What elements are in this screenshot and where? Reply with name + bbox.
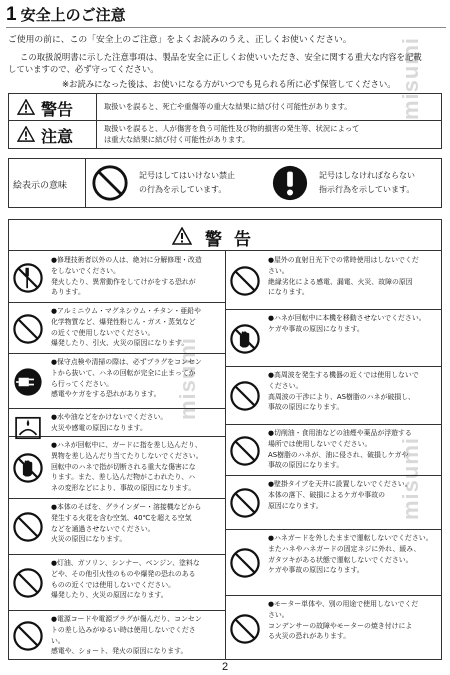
prohibited-icon: [228, 546, 262, 580]
warning-item-text: [268, 479, 439, 511]
warning-item-text: [268, 599, 439, 642]
signal-word-table: [8, 93, 442, 149]
warning-line: 本体の落下、破損によるケガや事故の: [268, 490, 386, 499]
watermark: misumi: [398, 436, 423, 520]
section-number: 1: [6, 4, 17, 25]
prohibited-icon: [91, 164, 129, 202]
warning-line: をしないでください。: [51, 266, 120, 275]
warning-line: ●本体のそばを、グラインダー・溶接機などから: [51, 503, 202, 511]
warning-item: [9, 499, 225, 555]
warning-line: ●ハネが回転中に、ガードに指を差し込んだり、: [51, 441, 202, 449]
no-hand-icon: [11, 451, 45, 485]
warning-definition: 取扱いを誤ると、死亡や重傷等の重大な結果に結び付く可能性があります。: [104, 102, 352, 111]
warning-line: などを通過させないでください。: [51, 524, 155, 533]
warning-line: ネの変形などにより、事故の原因になります。: [51, 484, 196, 493]
intro-line-2: この取扱説明書に示した注意事項は、製品を安全に正しくお使いいただき、安全に関する重大な内容を記載: [20, 52, 422, 62]
warning-item: [9, 437, 225, 499]
warning-line: トの差し込みがゆるい時は使用しないでくださ: [51, 625, 196, 634]
prohibited-icon: [228, 434, 262, 468]
warning-line: ●電源コードや電源プラグが傷んだり、コンセン: [51, 615, 202, 623]
warning-line: 発生する火花を含む空気、40℃を超える空気: [51, 513, 192, 522]
warning-line: AS樹脂のハネが、油に侵され、破損しケガや: [268, 450, 409, 459]
warning-line: ります。また、差し込んだ物がこわれたり、ハ: [51, 473, 196, 482]
warning-item: [9, 252, 225, 303]
warning-line: コンデンサーの故障やモーターの焼き付けによ: [268, 621, 413, 630]
warning-item: [226, 310, 441, 367]
mandatory-meaning-1: 記号はしなければならない: [319, 171, 415, 180]
warning-item: [226, 530, 441, 596]
warning-line: ●水や油などをかけないでください。: [51, 413, 168, 421]
watermark: misumi: [398, 36, 423, 120]
warning-line: さい。: [268, 266, 289, 275]
warning-line: 事故の原因になります。: [268, 461, 344, 470]
warning-section-header: [9, 220, 441, 251]
warning-item-text: [51, 502, 223, 545]
warning-line: ●保守点検や清掃の際は、必ずプラグをコンセン: [51, 358, 202, 366]
watermark: misumi: [175, 336, 200, 420]
warning-line: ●灯油、ガソリン、シンナー、ベンジン、塗料な: [51, 559, 200, 567]
warning-line: ら行ってください。: [51, 379, 114, 388]
warning-item: [9, 555, 225, 611]
prohibited-meaning-1: 記号はしてはいけない禁止: [139, 171, 235, 180]
warning-item-text: [268, 313, 439, 335]
warning-line: 火災や感電の原因になります。: [51, 423, 147, 432]
warning-line: 回転中のハネで指が切断される重大な傷害にな: [51, 462, 196, 471]
no-hand-icon: [228, 322, 262, 356]
warning-line: の近くで使用しないでください。: [51, 328, 155, 337]
warning-line: ●屋外の直射日光下での常時使用はしないでくだ: [268, 256, 419, 264]
prohibited-icon: [11, 566, 45, 600]
warning-line: 感電やケガをする恐れがあります。: [51, 390, 161, 399]
symbol-meaning-label: 絵表示の意味: [9, 159, 86, 207]
warning-item-text: [268, 428, 439, 471]
unplug-icon: [11, 365, 45, 399]
warning-item-text: [51, 255, 223, 298]
warning-item: [226, 596, 441, 661]
warning-line: 絶縁劣化による感電、漏電、火災、故障の原因: [268, 277, 413, 286]
section-title: 安全上のご注意: [20, 6, 126, 24]
warning-label: 警告: [41, 100, 74, 119]
warning-item-text: [268, 255, 439, 298]
warning-item: [226, 425, 441, 476]
prohibited-icon: [228, 379, 262, 413]
prohibited-icon: [11, 510, 45, 544]
warning-line: ケガや事故の原因になります。: [268, 324, 364, 333]
warning-item: [226, 367, 441, 425]
warning-item-text: [51, 440, 223, 494]
warning-heading: 警告: [205, 230, 263, 250]
warning-line: 化学物質など、爆発性粉じん・ガス・蒸気など: [51, 317, 196, 326]
warning-line: い。: [51, 636, 65, 645]
warning-line: 場所では使用しないでください。: [268, 439, 372, 448]
warning-line: ケガや事故の原因になります。: [268, 566, 364, 575]
mandatory-action-icon: [271, 163, 309, 203]
warning-line: 感電や、ショート、発火の原因になります。: [51, 647, 188, 656]
warning-item: [226, 476, 441, 530]
mandatory-meaning-2: 指示行為を示しています。: [319, 185, 415, 194]
warning-line: ●切削油・食用油などの油煙や薬品が浮遊する: [268, 429, 412, 437]
prohibited-icon: [228, 612, 262, 646]
page-title: [6, 4, 126, 26]
warning-item: [9, 354, 225, 409]
warning-line: 火災の原因になります。: [51, 535, 127, 544]
warning-item: [9, 409, 225, 437]
warning-triangle-icon: [172, 227, 192, 245]
no-disassemble-icon: [11, 261, 45, 295]
warning-line: 爆発したり、引火、火災の原因になります。: [51, 339, 189, 348]
warning-line: ガタツキがある状態で運転しないでください。: [268, 555, 413, 564]
caution-triangle-icon: [17, 126, 35, 142]
warning-line: ●ハネが回転中に本機を移動させないでください。: [268, 314, 426, 322]
warning-line: ●壁掛タイプを天井に設置しないでください。: [268, 480, 412, 488]
prohibited-meaning-2: の行為を示しています。: [139, 185, 227, 194]
warning-line: あります。: [51, 288, 85, 297]
warning-line: 事故の原因になります。: [268, 403, 344, 412]
title-divider: [6, 27, 446, 28]
warning-line: ●モーター単体や、別の用途で使用しないでくだ: [268, 600, 419, 608]
warning-line: る火災の恐れがあります。: [268, 632, 351, 641]
warning-line: どや、その他引火性のものや爆発の恐れのある: [51, 569, 196, 578]
warning-line: ものの近くでは使用しないでください。: [51, 580, 176, 589]
warning-item-text: [51, 306, 223, 349]
caution-definition-2: は重大な結果に結び付く可能性があります。: [104, 135, 250, 144]
warning-line: さい。: [268, 610, 289, 619]
intro-line-4: ※お読みになった後は、お使いになる方がいつでも見られる所に必ず保管してください。: [62, 79, 396, 89]
warning-item-text: [268, 370, 439, 413]
warning-item-text: [51, 412, 223, 434]
caution-label: 注意: [41, 127, 74, 146]
warning-line: 異物を差し込んだり当てたりしないでください。: [51, 451, 203, 460]
warning-section: [8, 219, 442, 660]
prohibited-icon: [11, 312, 45, 346]
warning-definition-row: [9, 94, 441, 121]
warning-line: ●ハネガードを外したままで運転しないでください。: [268, 534, 433, 542]
caution-definition-1: 取扱いを誤ると、人が傷害を負う可能性及び物的損害の発生等、状況によって: [104, 124, 360, 133]
warning-line: 原因になります。: [268, 501, 323, 510]
warning-triangle-icon: [17, 99, 35, 115]
warning-line: ください。: [268, 381, 303, 390]
warning-line: 高周波の干渉により、AS樹脂のハネが破損し、: [268, 392, 415, 401]
warning-item: [9, 303, 225, 354]
warning-item-text: [51, 558, 223, 601]
warning-item: [226, 252, 441, 310]
warning-line: またハネやハネガードの固定ネジに外れ、緩み、: [268, 544, 421, 553]
warning-line: トから抜いて、ハネの回転が完全に止まってか: [51, 368, 196, 377]
warning-line: ●修理技術者以外の人は、絶対に分解修理・改造: [51, 256, 202, 264]
warning-line: 発火したり、異常動作をしてけがをする恐れが: [51, 277, 196, 286]
warning-item-text: [51, 357, 223, 400]
warning-line: ●アルミニウム・マグネシウム・チタン・亜鉛や: [51, 307, 201, 315]
prohibited-icon: [228, 486, 262, 520]
symbol-meaning-table: [8, 158, 442, 208]
page-number: 2: [221, 661, 229, 673]
warning-item: [9, 611, 225, 661]
warning-line: になります。: [268, 288, 309, 297]
caution-definition-row: [9, 121, 441, 148]
intro-line-3: していますので、必ず守ってください。: [8, 64, 159, 74]
warning-item-text: [51, 614, 223, 657]
prohibited-icon: [228, 264, 262, 298]
intro-line-1: ご使用の前に、この「安全上のご注意」をよくお読みのうえ、正しくお使いください。: [8, 35, 352, 45]
warning-line: 爆発したり、火災の原因になります。: [51, 591, 168, 600]
warning-line: ●高周波を発生する機器の近くでは使用しないで: [268, 371, 419, 379]
warning-item-text: [268, 533, 439, 576]
prohibited-icon: [11, 619, 45, 653]
